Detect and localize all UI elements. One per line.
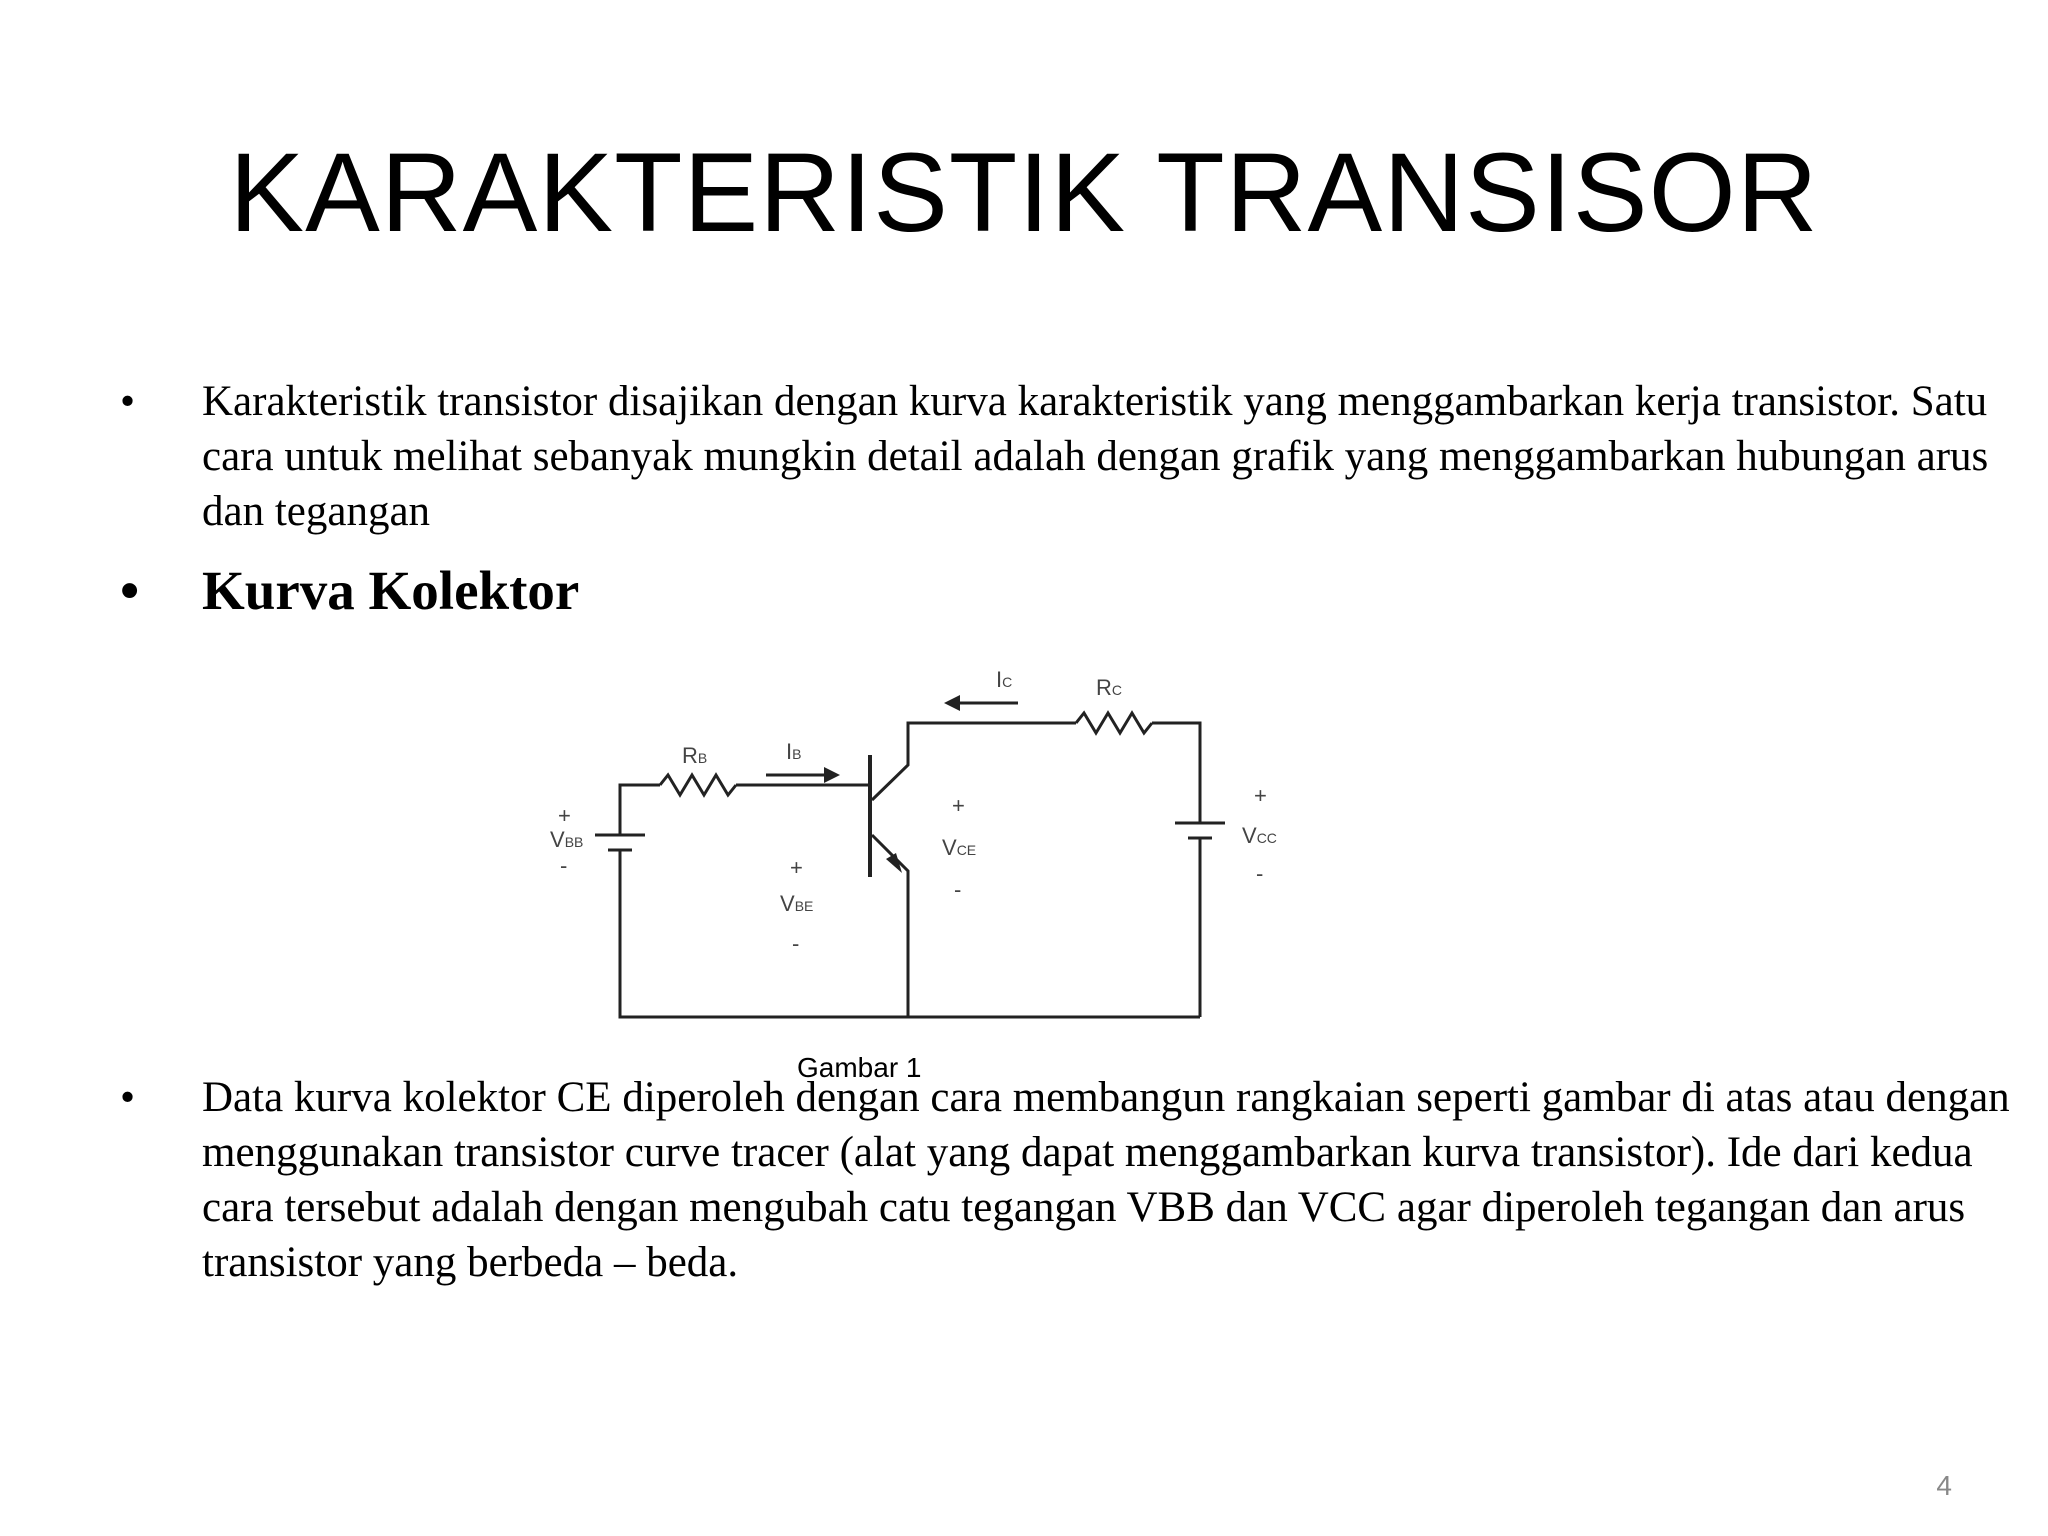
label-ic: IC bbox=[996, 667, 1013, 692]
label-rc: RC bbox=[1096, 675, 1123, 700]
label-vce-minus: - bbox=[954, 877, 962, 902]
resistor-rb bbox=[660, 775, 736, 795]
wire-vbb-top bbox=[620, 785, 660, 835]
label-vbe-minus: - bbox=[792, 931, 800, 956]
label-vbb-minus: - bbox=[560, 853, 568, 878]
page-number: 4 bbox=[1936, 1470, 1952, 1501]
bullet-dot: • bbox=[120, 560, 140, 621]
wire-vbb-bottom bbox=[620, 865, 1200, 1017]
label-vcc: VCC bbox=[1242, 823, 1277, 848]
figure-caption: Gambar 1 bbox=[797, 1052, 922, 1083]
bullet-heading-kurva-kolektor: Kurva Kolektor bbox=[202, 560, 580, 621]
bullet-dot: • bbox=[120, 1074, 136, 1121]
circuit-diagram bbox=[540, 655, 1300, 1035]
label-vbe-plus: + bbox=[790, 855, 803, 880]
ic-arrow bbox=[944, 695, 960, 711]
label-vce-plus: + bbox=[952, 793, 965, 818]
label-ib: IB bbox=[786, 739, 802, 764]
label-vcc-minus: - bbox=[1256, 861, 1264, 886]
bullet-dot: • bbox=[120, 378, 136, 425]
resistor-rc bbox=[1076, 713, 1152, 733]
label-vbe: VBE bbox=[780, 891, 814, 916]
slide-title: KARAKTERISTIK TRANSISOR bbox=[229, 130, 1819, 255]
label-vbb-plus: + bbox=[558, 803, 571, 828]
bullet-text-3: Data kurva kolektor CE diperoleh dengan cara membangun rangkaian seperti gambar di atas atau dengan menggunakan transistor curve tracer (alat yang dapat menggambarkan kurva transistor). Ide dari kedua cara tersebut adalah dengan mengubah catu tegangan VBB dan VCC agar diperoleh tegangan dan arus transistor yang berbeda – beda. bbox=[202, 1074, 2010, 1286]
transistor-collector bbox=[872, 723, 1076, 800]
label-vbb: VBB bbox=[550, 827, 584, 852]
label-rb: RB bbox=[682, 743, 708, 768]
bullet-text-1: Karakteristik transistor disajikan dengan kurva karakteristik yang menggambarkan kerja transistor. Satu cara untuk melihat sebanyak mungkin detail adalah dengan grafik yang menggambarkan hubungan arus dan tegangan bbox=[202, 378, 1989, 535]
ib-arrow bbox=[824, 767, 840, 783]
label-vcc-plus: + bbox=[1254, 783, 1267, 808]
wire-vcc-top bbox=[1152, 723, 1200, 823]
label-vce: VCE bbox=[942, 835, 977, 860]
